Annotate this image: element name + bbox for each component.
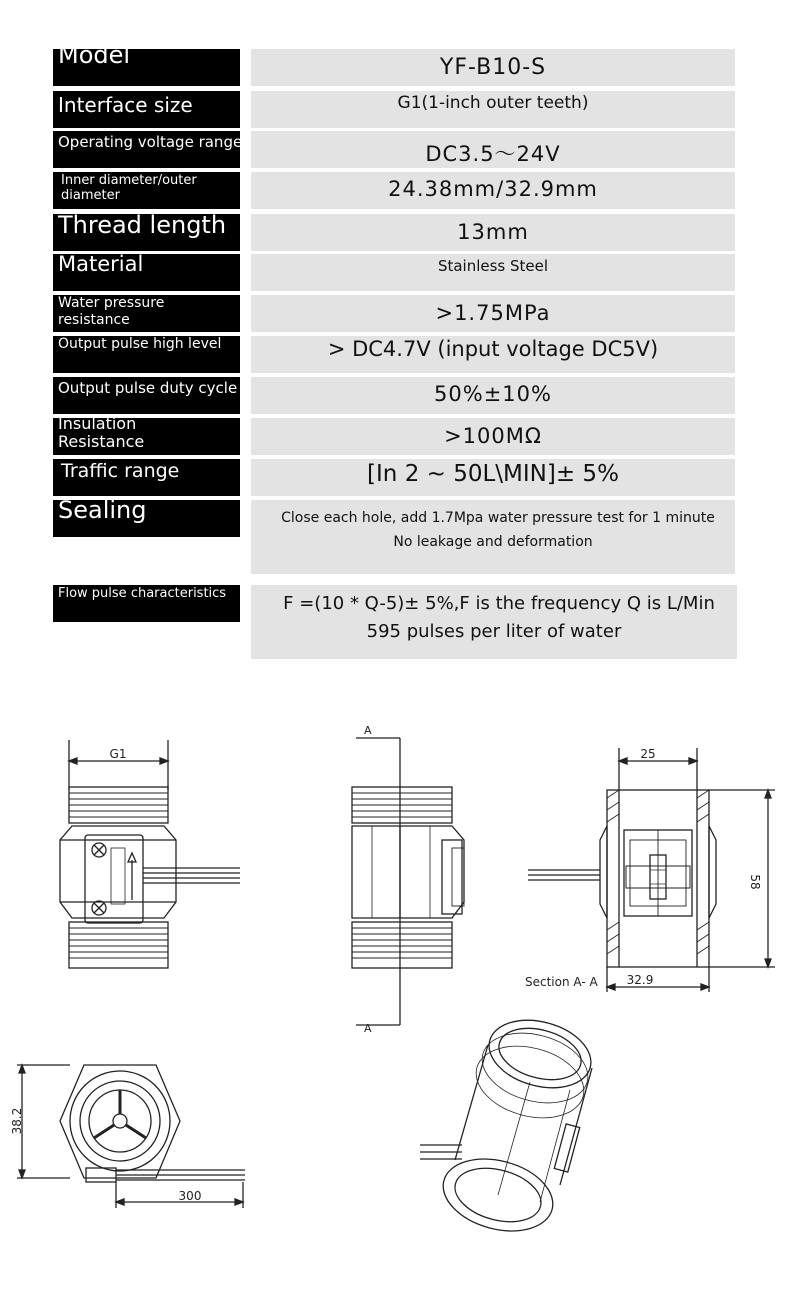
- spec-label-operating-voltage: Operating voltage range: [53, 131, 240, 168]
- spec-value-thread-length: 13mm: [251, 214, 735, 251]
- end-view: [10, 1065, 245, 1208]
- spec-value-pulse-high-level: > DC4.7V (input voltage DC5V): [251, 336, 735, 373]
- front-view: [60, 740, 240, 968]
- dim-300-label: 300: [178, 1189, 202, 1203]
- spec-label-diameter: Inner diameter/outer diameter: [53, 172, 240, 209]
- spec-label-pulse-high-level: Output pulse high level: [53, 336, 240, 373]
- spec-label-duty-cycle: Output pulse duty cycle: [53, 377, 240, 414]
- spec-value-traffic-range: [In 2 ~ 50L\MIN]± 5%: [251, 459, 735, 496]
- dim-58-label: 58: [748, 874, 762, 890]
- spec-value-water-pressure: >1.75MPa: [251, 295, 735, 332]
- spec-label-traffic-range: Traffic range: [53, 459, 240, 496]
- spec-label-thread-length: Thread length: [53, 214, 240, 251]
- spec-label-sealing: Sealing: [53, 500, 240, 537]
- spec-label-insulation: Insulation Resistance: [53, 418, 240, 455]
- spec-value-sealing: Close each hole, add 1.7Mpa water pressure test for 1 minute No leakage and deformation: [251, 500, 735, 574]
- dim-25-label: 25: [640, 747, 656, 761]
- spec-value-duty-cycle: 50%±10%: [251, 377, 735, 414]
- dim-382-label: 38.2: [10, 1107, 24, 1135]
- dim-329-label: 32.9: [626, 973, 654, 987]
- section-caption: Section A- A: [525, 975, 598, 989]
- isometric-view: [420, 1010, 599, 1243]
- section-mark-bottom: A: [364, 1022, 372, 1035]
- spec-value-flow-pulse: F =(10 * Q-5)± 5%,F is the frequency Q is L/Min 595 pulses per liter of water: [251, 585, 737, 659]
- technical-drawings: [0, 690, 790, 1290]
- spec-label-material: Material: [53, 254, 240, 291]
- spec-label-water-pressure: Water pressure resistance: [53, 295, 240, 332]
- spec-value-interface-size: G1(1-inch outer teeth): [251, 91, 735, 128]
- spec-label-model: Model: [53, 49, 240, 86]
- section-mark-top: A: [364, 724, 372, 737]
- spec-value-material: Stainless Steel: [251, 254, 735, 291]
- spec-value-insulation: >100MΩ: [251, 418, 735, 455]
- side-view: [352, 724, 464, 1035]
- spec-label-flow-pulse: Flow pulse characteristics: [53, 585, 240, 622]
- section-view: [525, 747, 775, 992]
- spec-label-interface-size: Interface size: [53, 91, 240, 128]
- spec-value-model: YF-B10-S: [251, 49, 735, 86]
- spec-value-diameter: 24.38mm/32.9mm: [251, 172, 735, 209]
- dim-g1-label: G1: [109, 747, 127, 761]
- spec-value-operating-voltage: DC3.5～24V: [251, 131, 735, 168]
